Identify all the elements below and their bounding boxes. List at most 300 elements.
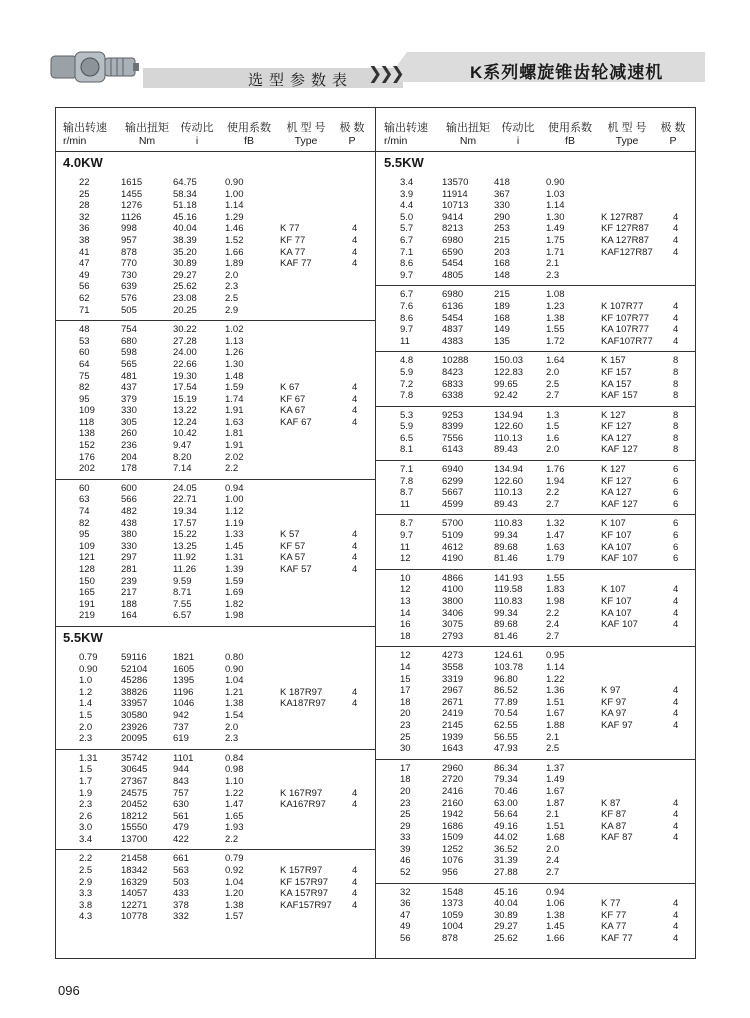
table-cell: 290 (494, 211, 510, 223)
table-cell: 2.7 (546, 390, 560, 402)
model-type: KF 67 (280, 393, 306, 405)
table-cell: 2.2 (225, 833, 239, 845)
table-cell: 1615 (121, 177, 143, 188)
table-cell: 4383 (442, 335, 464, 347)
model-type: KA 127 (601, 487, 632, 499)
table-cell: 297 (121, 552, 137, 564)
model-poles: 8 (673, 390, 679, 402)
table-cell: 77.89 (494, 696, 518, 708)
model-type: K 127 (601, 464, 626, 476)
table-cell: 5454 (442, 312, 464, 324)
table-cell: 2.7 (546, 498, 560, 510)
model-poles: 4 (673, 909, 679, 921)
model-group (376, 407, 696, 461)
table-cell: 2.3 (546, 269, 560, 281)
table-cell: 12 (400, 584, 411, 596)
table-cell: 1076 (442, 855, 464, 867)
table-cell: 1.38 (546, 909, 565, 921)
gearbox-icon (49, 46, 141, 86)
model-row (601, 898, 693, 910)
table-cell: 1196 (173, 686, 194, 698)
model-type: KF 157R97 (280, 876, 329, 888)
table-cell: 1.47 (546, 530, 565, 542)
table-cell: 3.8 (79, 899, 93, 911)
table-cell: 1.52 (225, 234, 244, 246)
table-units-row (376, 135, 696, 152)
model-list (280, 788, 372, 811)
table-cell: 957 (121, 234, 137, 246)
table-cell: 1.71 (546, 246, 565, 258)
model-row (601, 921, 693, 933)
table-cell: 1.21 (225, 686, 244, 698)
table-cell: 48 (79, 324, 90, 336)
model-poles: 4 (673, 719, 679, 731)
model-poles: 6 (673, 553, 679, 565)
table-cell: 18342 (121, 865, 148, 877)
model-row (601, 223, 693, 235)
table-cell: 189 (494, 300, 510, 312)
model-list (280, 865, 372, 911)
model-type: K 167R97 (280, 787, 323, 799)
table-cell: 45286 (121, 675, 148, 687)
table-cell: 1.82 (225, 598, 244, 610)
model-poles: 8 (673, 409, 679, 421)
table-cell: 15 (400, 673, 411, 685)
model-poles: 4 (673, 696, 679, 708)
model-poles: 4 (673, 300, 679, 312)
table-cell: 1.81 (225, 428, 244, 440)
model-list (601, 464, 693, 510)
table-cell: 16 (400, 619, 411, 631)
table-cell: 4273 (442, 650, 464, 662)
table-cell: 1059 (442, 909, 464, 921)
model-type: KA 107 (601, 607, 632, 619)
table-row (376, 674, 696, 686)
model-poles: 4 (352, 876, 358, 888)
table-cell: 6833 (442, 378, 464, 390)
model-type: KF 77 (601, 909, 627, 921)
table-cell: 2967 (442, 685, 464, 697)
table-cell: 563 (173, 865, 189, 877)
model-poles: 6 (673, 518, 679, 530)
table-cell: 168 (494, 258, 510, 270)
table-cell: 12271 (121, 899, 148, 911)
model-poles: 4 (352, 564, 358, 576)
model-row (280, 877, 372, 889)
table-cell: 1.19 (225, 517, 244, 529)
table-cell: 7.1 (400, 246, 414, 258)
model-poles: 4 (673, 820, 679, 832)
model-list (601, 212, 693, 258)
table-cell: 18 (400, 696, 411, 708)
table-cell: 82 (79, 382, 90, 394)
table-cell: 25 (400, 809, 411, 821)
table-cell: 1252 (442, 843, 464, 855)
model-type: KA 127 (601, 432, 632, 444)
table-cell: 1.89 (225, 258, 244, 270)
table-cell: 378 (173, 899, 189, 911)
table-cell: 41 (79, 246, 90, 258)
table-cell: 178 (121, 463, 137, 475)
table-cell: 1.08 (546, 289, 565, 301)
table-cell: 12 (400, 553, 411, 565)
model-row (280, 529, 372, 541)
model-poles: 4 (352, 223, 358, 235)
table-cell: 9414 (442, 211, 464, 223)
model-type: KAF 157 (601, 390, 638, 402)
table-cell: 1.83 (546, 584, 565, 596)
table-cell: 30645 (121, 764, 148, 776)
table-cell: 1046 (173, 698, 195, 710)
model-row (601, 487, 693, 499)
model-row (601, 410, 693, 422)
table-cell: 122.60 (494, 475, 524, 487)
model-row (280, 687, 372, 699)
column-header: 机 型 号 (286, 122, 326, 134)
table-cell: 71 (79, 304, 90, 316)
table-cell: 0.80 (225, 651, 244, 663)
model-type: KAF107R77 (601, 335, 653, 347)
table-cell: 503 (173, 876, 189, 888)
column-header: 输出扭矩 (446, 122, 490, 134)
table-cell: 1.39 (225, 564, 244, 575)
column-unit: P (348, 135, 356, 147)
table-cell: 2671 (442, 696, 464, 708)
model-poles: 4 (673, 832, 679, 844)
section-title: 5.5KW (63, 629, 103, 645)
table-row (376, 867, 696, 879)
table-cell: 1.79 (546, 553, 565, 565)
table-cell: 109 (79, 405, 95, 417)
model-row (280, 698, 372, 710)
table-cell: 75 (79, 370, 90, 382)
table-cell: 9253 (442, 409, 464, 421)
table-row (55, 911, 375, 923)
model-group (55, 750, 375, 851)
table-cell: 20 (400, 708, 411, 720)
table-cell: 149 (494, 324, 510, 336)
model-type: KAF 127 (601, 444, 638, 456)
table-cell: 219 (79, 610, 95, 622)
table-row (55, 811, 375, 823)
model-row (280, 382, 372, 394)
table-cell: 1.57 (225, 911, 244, 923)
model-row (601, 619, 693, 631)
model-poles: 4 (673, 584, 679, 596)
table-cell: 122.60 (494, 421, 524, 433)
table-cell: 56 (79, 281, 90, 293)
model-type: K 97 (601, 685, 621, 697)
table-cell: 2.4 (546, 855, 560, 867)
table-cell: 730 (121, 269, 137, 281)
table-row (55, 576, 375, 588)
table-cell: 49 (79, 269, 90, 281)
table-row (376, 763, 696, 775)
table-cell: 1.0 (79, 675, 93, 687)
table-row (376, 844, 696, 856)
model-type: KA187R97 (280, 698, 326, 710)
model-type: KF 157 (601, 366, 632, 378)
table-cell: 757 (173, 787, 189, 799)
table-row (55, 506, 375, 518)
model-row (601, 212, 693, 224)
model-type: K 107R77 (601, 300, 644, 312)
table-row (55, 463, 375, 475)
table-cell: 2.4 (546, 619, 560, 631)
table-cell: 1.22 (225, 787, 244, 799)
model-poles: 4 (352, 799, 358, 811)
table-cell: 330 (121, 540, 137, 552)
model-row (601, 421, 693, 433)
model-row (280, 247, 372, 259)
table-cell: 9.7 (400, 269, 414, 281)
model-row (601, 697, 693, 709)
table-cell: 9.59 (173, 575, 192, 587)
table-cell: 1373 (442, 898, 464, 910)
model-poles: 4 (673, 324, 679, 336)
table-cell: 7.2 (400, 378, 414, 390)
table-cell: 1.66 (225, 246, 244, 258)
table-cell: 110.83 (494, 518, 523, 530)
table-cell: 134.94 (494, 464, 524, 476)
table-header-row (55, 107, 375, 135)
table-cell: 188 (121, 598, 137, 610)
table-cell: 202 (79, 463, 95, 475)
column-unit: Nm (138, 135, 156, 147)
table-cell: 10.42 (173, 428, 197, 440)
table-cell: 40.04 (173, 223, 197, 235)
table-cell: 5.9 (400, 421, 414, 433)
model-list (280, 382, 372, 428)
model-type: KF 127 (601, 421, 632, 433)
table-cell: 36 (400, 898, 411, 910)
table-cell: 1.45 (225, 540, 244, 552)
model-row (601, 355, 693, 367)
table-cell: 0.79 (225, 853, 244, 865)
table-cell: 23 (400, 719, 411, 731)
table-row (376, 631, 696, 643)
model-poles: 4 (673, 211, 679, 223)
table-cell: 27.28 (173, 335, 197, 347)
model-row (601, 832, 693, 844)
model-type: K 77 (601, 898, 621, 910)
model-type: KAF 107 (601, 553, 638, 565)
table-cell: 64.75 (173, 177, 197, 188)
model-poles: 4 (673, 246, 679, 258)
table-cell: 1509 (442, 832, 464, 844)
table-cell: 330 (494, 200, 510, 212)
model-list (601, 355, 693, 401)
table-cell: 2145 (442, 719, 464, 731)
left-table (55, 107, 375, 927)
table-cell: 2416 (442, 785, 464, 797)
table-cell: 22.71 (173, 494, 197, 506)
table-row (376, 650, 696, 662)
table-cell: 1.10 (225, 775, 244, 787)
model-poles: 4 (352, 382, 358, 394)
model-row (280, 865, 372, 877)
table-cell: 118 (79, 416, 95, 428)
model-row (601, 518, 693, 530)
table-cell: 1.32 (546, 518, 565, 530)
model-type: KAF 77 (601, 933, 633, 945)
table-cell: 46 (400, 855, 411, 867)
model-type: KF 107 (601, 596, 632, 607)
table-cell: 5667 (442, 487, 464, 499)
table-cell: 332 (173, 911, 189, 923)
table-cell: 2.2 (546, 607, 560, 619)
table-cell: 28 (79, 200, 90, 212)
table-cell: 8.6 (400, 258, 414, 270)
table-header-row (376, 107, 696, 135)
column-header: 输出转速 (384, 122, 428, 134)
table-cell: 6980 (442, 289, 464, 301)
table-row (55, 610, 375, 622)
page-number: 096 (58, 983, 80, 998)
table-cell: 15550 (121, 822, 148, 834)
model-type: K 157R97 (280, 865, 323, 877)
table-row (55, 587, 375, 599)
table-cell: 164 (121, 610, 137, 622)
table-cell: 27367 (121, 775, 148, 787)
table-row (376, 732, 696, 744)
table-cell: 437 (121, 382, 137, 394)
table-cell: 4866 (442, 572, 464, 584)
table-row (55, 293, 375, 305)
table-cell: 13 (400, 596, 411, 607)
table-cell: 7.1 (400, 464, 414, 476)
model-row (280, 799, 372, 811)
table-cell: 2.2 (79, 853, 93, 865)
model-row (601, 499, 693, 511)
model-group (376, 352, 696, 406)
table-cell: 20095 (121, 733, 148, 745)
table-cell: 1276 (121, 200, 143, 212)
table-cell: 8.7 (400, 518, 414, 530)
table-cell: 4.4 (400, 200, 414, 212)
table-cell: 13570 (442, 177, 469, 188)
table-cell: 379 (121, 393, 137, 405)
table-cell: 2.5 (546, 743, 560, 755)
table-cell: 1.06 (546, 898, 565, 910)
table-cell: 3800 (442, 596, 464, 607)
model-type: KA 107R77 (601, 324, 650, 336)
table-cell: 18 (400, 630, 411, 642)
model-type: KF 107 (601, 530, 632, 542)
table-cell: 5.9 (400, 366, 414, 378)
table-cell: 0.98 (225, 764, 244, 776)
table-cell: 3.9 (400, 188, 414, 200)
table-cell: 81.46 (494, 630, 518, 642)
table-cell: 56 (400, 933, 411, 945)
model-type: KAF 77 (280, 258, 312, 270)
table-cell: 0.90 (79, 663, 98, 675)
column-header: 输出转速 (63, 122, 107, 134)
table-cell: 1.76 (546, 464, 565, 476)
table-cell: 1.29 (225, 211, 244, 223)
table-cell: 12 (400, 650, 411, 662)
table-cell: 1942 (442, 809, 464, 821)
table-cell: 770 (121, 258, 137, 270)
table-row (55, 336, 375, 348)
table-cell: 5.0 (400, 211, 414, 223)
table-row (55, 664, 375, 676)
table-cell: 2.02 (225, 451, 244, 463)
table-cell: 1.49 (546, 774, 565, 786)
table-cell: 35.20 (173, 246, 197, 258)
table-cell: 17 (400, 685, 411, 697)
table-cell: 62 (79, 292, 90, 304)
model-row (280, 417, 372, 429)
model-row (601, 367, 693, 379)
table-cell: 9.47 (173, 440, 192, 452)
model-poles: 4 (352, 552, 358, 564)
table-cell: 18 (400, 774, 411, 786)
model-poles: 4 (352, 258, 358, 270)
table-cell: 2.3 (79, 733, 93, 745)
table-cell: 1.23 (546, 300, 565, 312)
table-cell: 1101 (173, 752, 194, 764)
column-header: 极 数 (660, 122, 686, 134)
table-cell: 367 (494, 188, 510, 200)
table-cell: 3406 (442, 607, 464, 619)
table-cell: 1.91 (225, 440, 244, 452)
table-cell: 3075 (442, 619, 464, 631)
table-row (55, 853, 375, 865)
table-row (55, 483, 375, 495)
table-cell: 1939 (442, 731, 464, 743)
table-cell: 24.00 (173, 347, 197, 359)
model-group (55, 321, 375, 480)
table-cell: 39 (400, 843, 411, 855)
model-poles: 8 (673, 432, 679, 444)
table-cell: 81.46 (494, 553, 518, 565)
table-cell: 2.0 (225, 721, 239, 733)
table-cell: 128 (79, 564, 95, 575)
model-type: K 107 (601, 518, 626, 530)
table-cell: 86.34 (494, 762, 518, 774)
table-row (55, 753, 375, 765)
table-cell: 176 (79, 451, 95, 463)
table-cell: 53 (79, 335, 90, 347)
table-cell: 1.63 (546, 541, 565, 553)
column-unit: fB (565, 135, 575, 147)
table-cell: 956 (442, 867, 458, 879)
table-cell: 1.26 (225, 347, 244, 359)
model-group (376, 647, 696, 759)
table-cell: 99.34 (494, 530, 518, 542)
table-row (55, 710, 375, 722)
column-header: 传动比 (501, 122, 535, 134)
table-cell: 2.3 (79, 799, 93, 811)
model-list (601, 584, 693, 630)
table-cell: 0.79 (79, 651, 98, 663)
table-cell: 45.16 (494, 886, 518, 898)
table-cell: 23 (400, 797, 411, 809)
table-cell: 8399 (442, 421, 464, 433)
model-type: KAF 87 (601, 832, 633, 844)
table-cell: 878 (121, 246, 137, 258)
table-cell: 1.67 (546, 708, 565, 720)
table-cell: 13.22 (173, 405, 197, 417)
table-cell: 11 (400, 541, 410, 553)
table-cell: 1643 (442, 743, 464, 755)
table-cell: 1.04 (225, 876, 244, 888)
table-cell: 1.38 (225, 899, 244, 911)
table-cell: 22.66 (173, 358, 197, 370)
section-title: 5.5KW (384, 155, 424, 170)
table-cell: 165 (79, 587, 95, 599)
